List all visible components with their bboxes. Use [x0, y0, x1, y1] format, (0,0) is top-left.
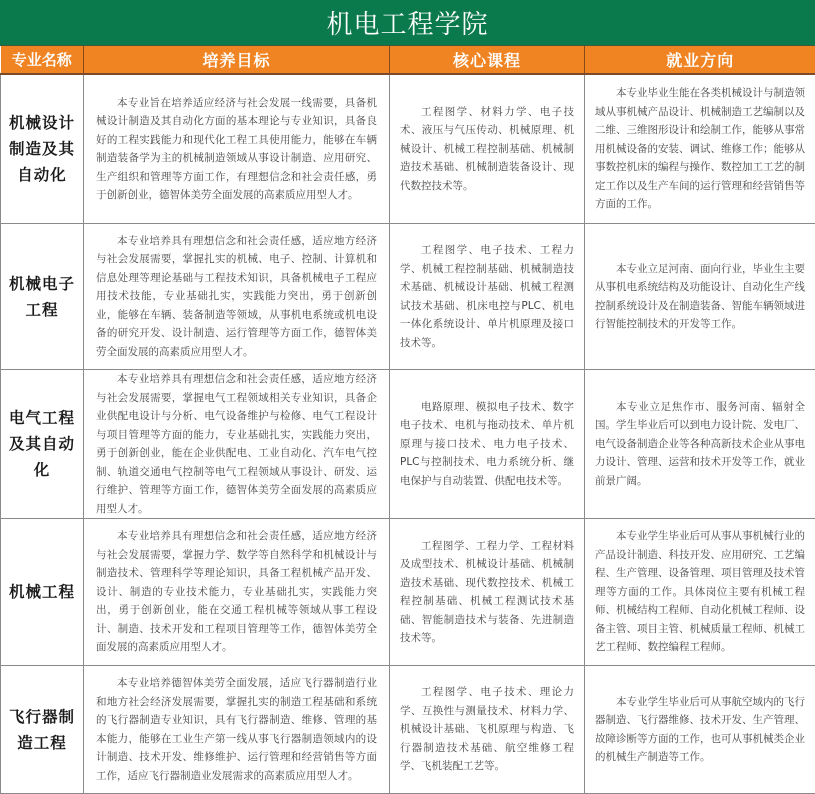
training-goal-cell — [84, 224, 390, 370]
page-title: 机电工程学院 — [0, 0, 815, 46]
career-cell — [585, 370, 815, 519]
major-name: 飞行器制造工程 — [1, 666, 84, 794]
career-direction: 本专业立足河南、面向行业，毕业生主要从事机电系统结构及功能设计、自动化生产线控制系统设计及在制造装备、智能车辆领域进行智能控制技术的开发等工作。 — [595, 260, 805, 334]
training-goal: 本专业培养具有理想信念和社会责任感，适应地方经济与社会发展需要，掌握扎实的机械、电子、控制、计算机和信息处理等理论基础与工程技术知识，具备机械电子工程应用技术技能，专业基础扎实，实践能力突出，勇于创新创业，能够在车辆、装备制造等领域，从事机电系统或机电设备的研究开发、设计制造、运行管理等方面工作，德智体美劳全面发展的高素质应用型人才。 — [96, 232, 377, 362]
majors-table — [0, 46, 815, 794]
training-goal-cell — [84, 666, 390, 794]
core-courses-cell — [390, 519, 585, 666]
career-direction: 本专业学生毕业后可从事航空域内的飞行器制造、飞行器维修、技术开发、生产管理、故障诊断等方面的工作，也可从事机械类企业的机械生产制造等工作。 — [595, 693, 805, 767]
career-cell — [585, 666, 815, 794]
training-goal-cell — [84, 370, 390, 519]
table-header-row — [1, 46, 815, 74]
training-goal: 本专业培养具有理想信念和社会责任感，适应地方经济与社会发展需要，掌握电气工程领域相关专业知识，具备企业供配电设计与分析、电气设备维护与检修、电气工程设计与项目管理等方面的能力，专业基础扎实，实践能力突出，勇于创新创业，能在企业供配电、工业自动化、汽车电气控制、轨道交通电气控制等电气工程领域从事设计、研发、运行维护、管理等方面工作，德智体美劳全面发展的高素质应用型人才。 — [96, 370, 377, 518]
core-courses: 工程图学、电子技术、工程力学、机械工程控制基础、机械制造技术基础、机械设计基础、机械工程测试技术基础、机床电控与PLC、机电一体化系统设计、单片机原理及接口技术等。 — [400, 241, 574, 352]
core-courses: 工程图学、工程力学、工程材料及成型技术、机械设计基础、机械制造技术基础、现代数控技术、机械工程控制基础、机械工程测试技术基础、智能制造技术与装备、先进制造技术等。 — [400, 537, 574, 648]
career-cell — [585, 224, 815, 370]
table-row — [1, 74, 815, 224]
major-name: 机械电子工程 — [1, 224, 84, 370]
table-row — [1, 519, 815, 666]
major-name: 机械工程 — [1, 519, 84, 666]
career-direction: 本专业毕业生能在各类机械设计与制造领域从事机械产品设计、机械制造工艺编制以及二维、三维图形设计和绘制工作，能够从事常用机械设备的安装、调试、维修工作；能够从事数控机床的编程与操作、数控加工工艺的制定工作以及生产车间的运行管理和经营销售等方面的工作。 — [595, 84, 805, 214]
core-courses: 工程图学、材料力学、电子技术、液压与气压传动、机械原理、机械设计、机械工程控制基础、机械制造技术基础、机械制造装备设计、现代数控技术等。 — [400, 103, 574, 196]
column-header-courses: 核心课程 — [390, 46, 585, 74]
training-goal: 本专业培养德智体美劳全面发展，适应飞行器制造行业和地方社会经济发展需要，掌握扎实的制造工程基础和系统的飞行器制造专业知识，具有飞行器制造、维修、管理的基本能力，能够在工业生产第一线从事飞行器制造领域内的设计制造、技术开发、维修维护、运行管理和经营销售等方面工作，适应飞行器制造业发展需求的高素质应用型人才。 — [96, 674, 377, 785]
core-courses-cell — [390, 224, 585, 370]
core-courses-cell — [390, 370, 585, 519]
career-cell — [585, 74, 815, 224]
career-direction: 本专业学生毕业后可从事从事机械行业的产品设计制造、科技开发、应用研究、工艺编程、生产管理、设备管理、项目管理及技术管理等方面的工作。具体岗位主要有机械工程师、机械结构工程师、自动化机械工程师、设备主管、项目主管、机械质量工程师、机械工艺工程师、数控编程工程师。 — [595, 527, 805, 657]
major-name: 机械设计制造及其自动化 — [1, 74, 84, 224]
column-header-career: 就业方向 — [585, 46, 815, 74]
table-row — [1, 370, 815, 519]
column-header-goal: 培养目标 — [84, 46, 390, 74]
major-name: 电气工程及其自动化 — [1, 370, 84, 519]
table-row — [1, 224, 815, 370]
career-direction: 本专业立足焦作市、服务河南、辐射全国。学生毕业后可以到电力设计院、发电厂、电气设备制造企业等各种高新技术企业从事电力设计、管理、运营和技术开发等工作，就业前景广阔。 — [595, 398, 805, 491]
training-goal-cell — [84, 519, 390, 666]
training-goal: 本专业旨在培养适应经济与社会发展一线需要，具备机械设计制造及其自动化方面的基本理论与专业知识，具备良好的工程实践能力和现代化工程工具使用能力，能够在车辆制造装备学为主的机械制造领域从事设计制造、应用研究、生产组织和管理等方面工作，有理想信念和社会责任感，勇于创新创业，德智体美劳全面发展的高素质应用型人才。 — [96, 94, 377, 205]
core-courses-cell — [390, 74, 585, 224]
table-row — [1, 666, 815, 794]
column-header-major: 专业名称 — [1, 46, 84, 74]
career-cell — [585, 519, 815, 666]
training-goal-cell — [84, 74, 390, 224]
core-courses-cell — [390, 666, 585, 794]
training-goal: 本专业培养具有理想信念和社会责任感，适应地方经济与社会发展需要，掌握力学、数学等自然科学和机械设计与制造技术、管理科学等理论知识，具备工程机械产品开发、设计、制造的专业技术能力，专业基础扎实，实践能力突出，勇于创新创业，能在交通工程机械等领域从事工程设计、制造、技术开发和工程项目管理等工作，德智体美劳全面发展的高素质应用型人才。 — [96, 527, 377, 657]
core-courses: 电路原理、模拟电子技术、数字电子技术、电机与拖动技术、单片机原理与接口技术、电力电子技术、PLC与控制技术、电力系统分析、继电保护与自动装置、供配电技术等。 — [400, 398, 574, 491]
core-courses: 工程图学、电子技术、理论力学、互换性与测量技术、材料力学、机械设计基础、飞机原理与构造、飞行器制造技术基础、航空维修工程学、飞机装配工艺等。 — [400, 683, 574, 776]
